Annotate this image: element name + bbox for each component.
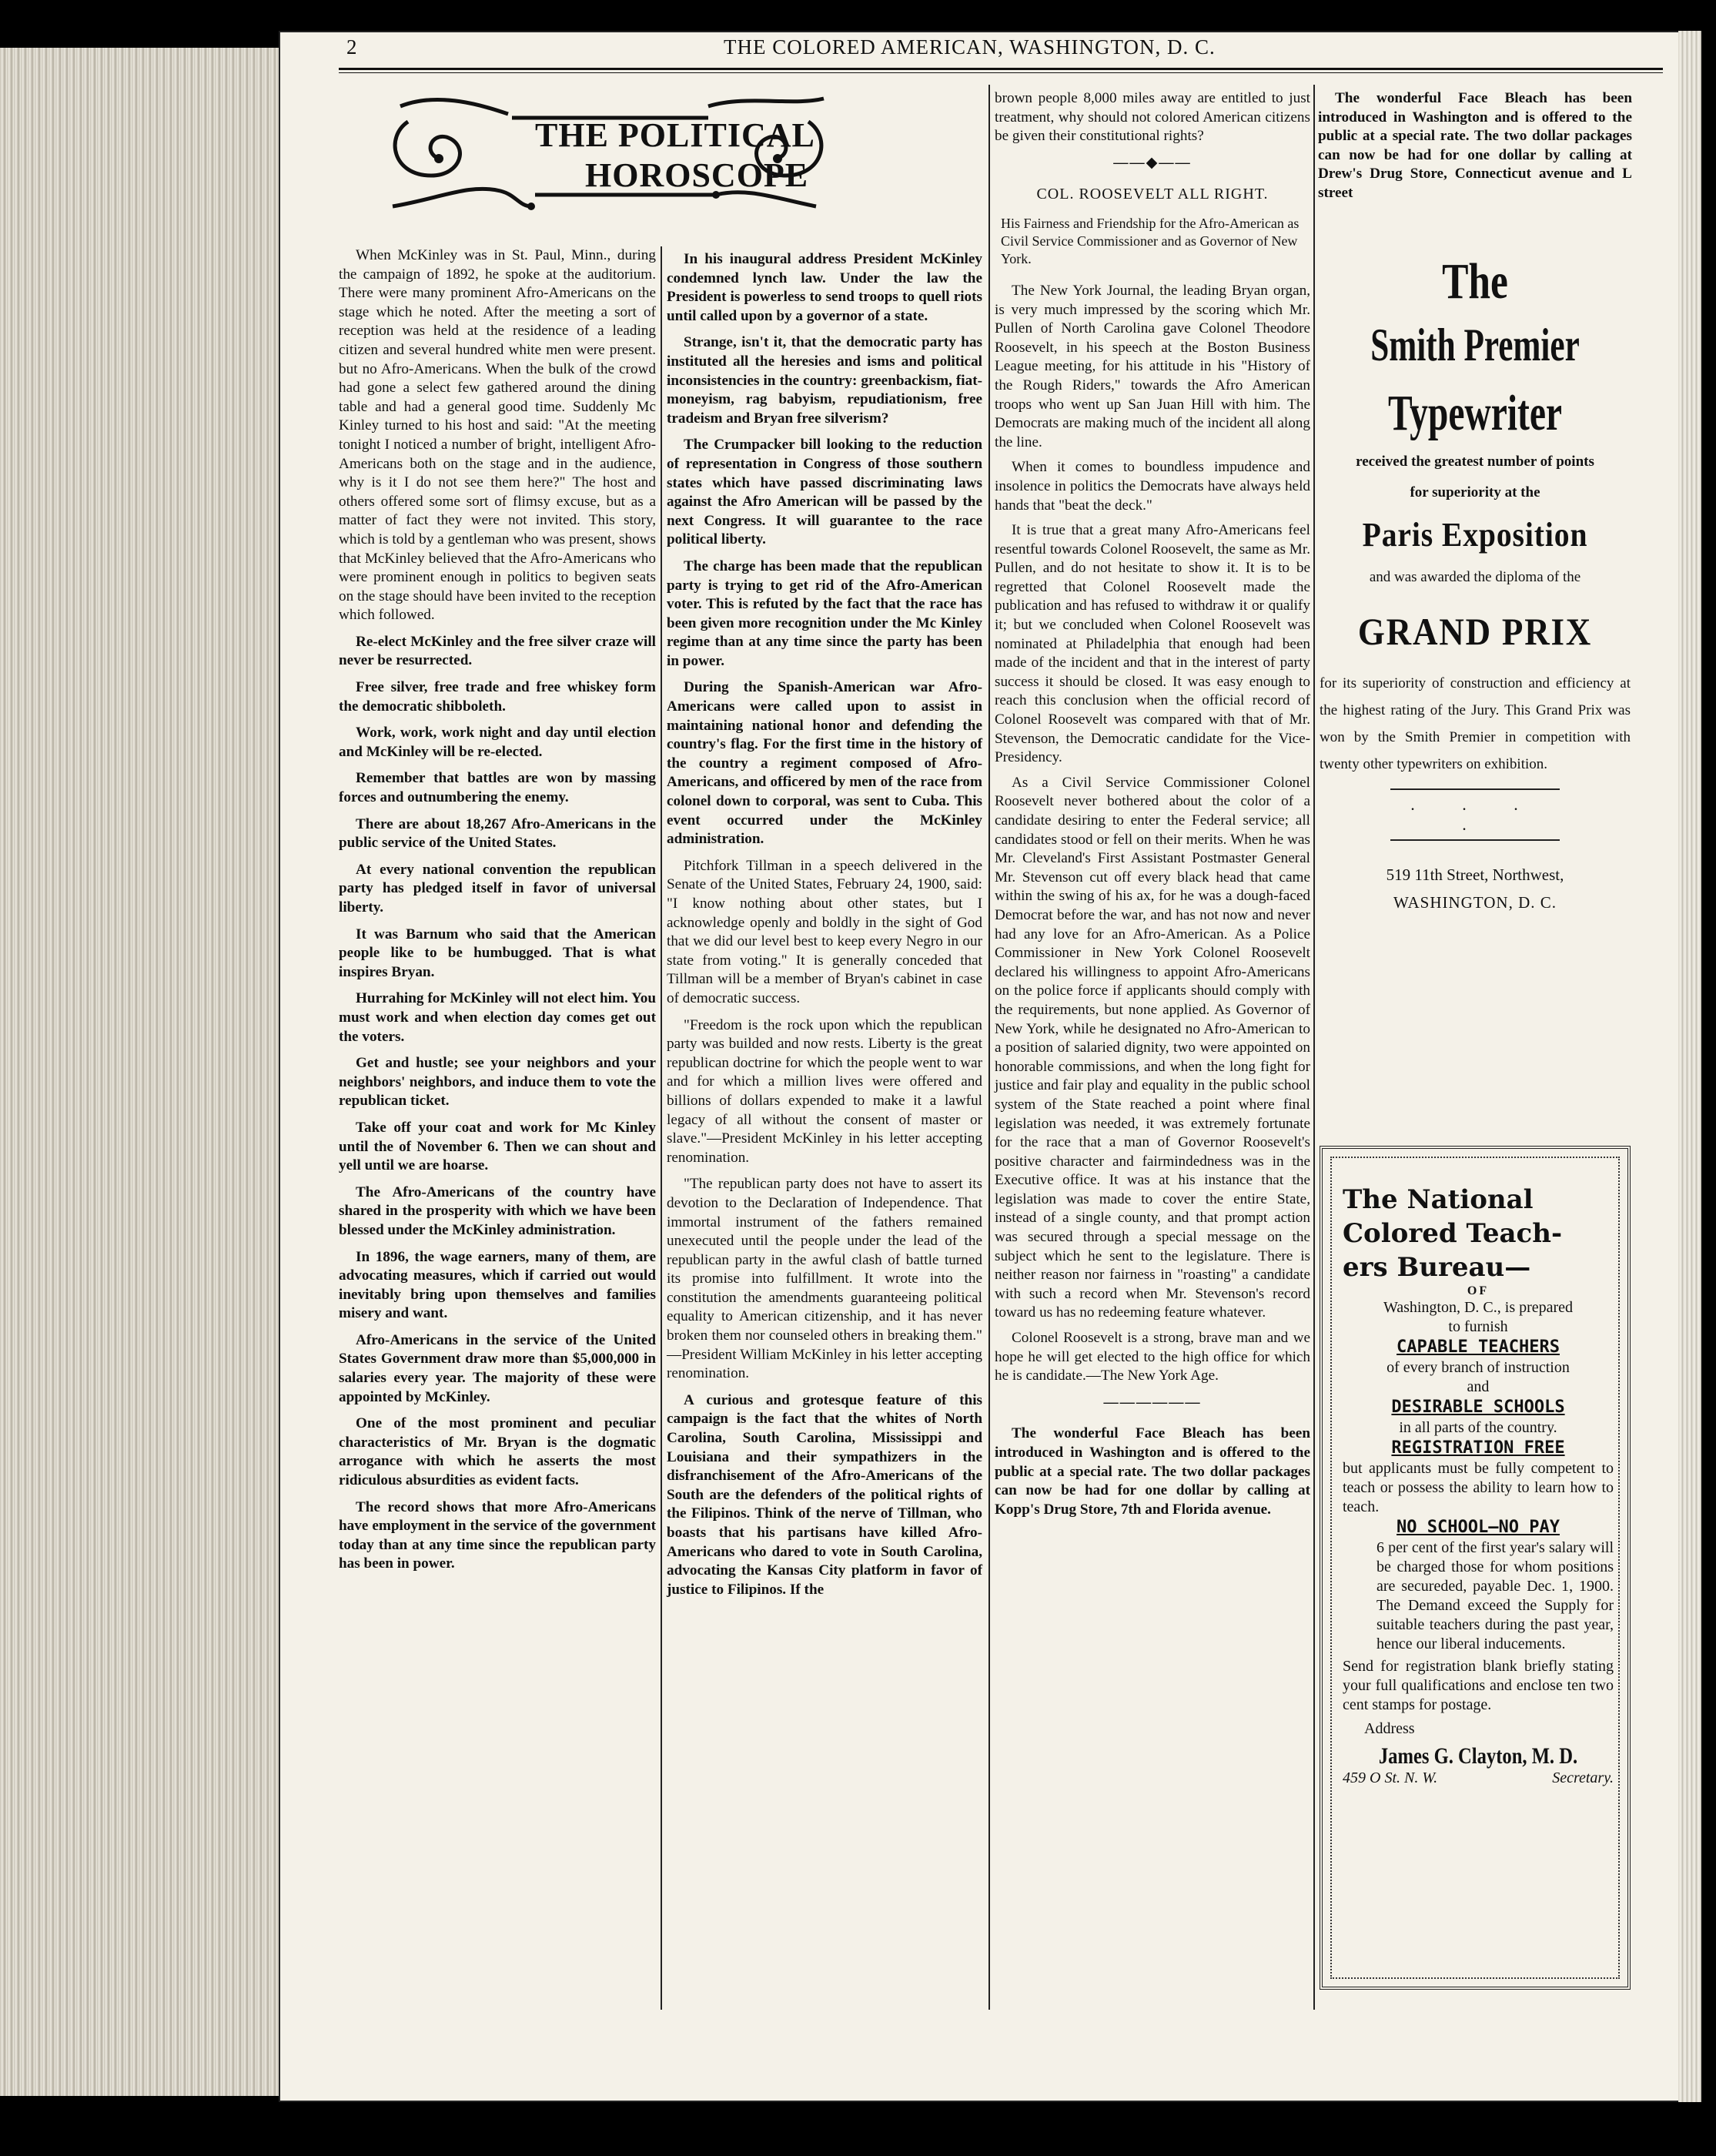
bureau-line: to furnish xyxy=(1448,1318,1508,1335)
face-bleach-ad: The wonderful Face Bleach has been introduced in Washington and is offered to the public at a special rate. The two dollar packages can now be had for one dollar by calling at Drew's Drug Store, Connecticut avenue and L street xyxy=(1318,90,1632,201)
article-paragraph: Hurrahing for McKinley will not elect him. You must work and when election day comes get out the voters. xyxy=(339,990,656,1045)
column-rule xyxy=(661,246,662,2010)
sheet-right-edge xyxy=(1678,31,1701,2102)
bureau-line: in all parts of the country. xyxy=(1399,1419,1557,1436)
article-paragraph: As a Civil Service Commissioner Colonel Roosevelt never bothered about the color of a candidate desiring to enter the Federal service; all candidates stood or fell on their merits. When he was Mr. Cleveland's First Assistant Postmaster General Mr. Stevenson cut off every black head that came within the swing of his ax, for he was a dough-faced Democrat before the war, and has not now and never had any love for an Afro-American. As a Police Commissioner in New York Colonel Roosevelt declared his willingness to appoint Afro-Americans on the police force if applicants should comply with the requirements, but none applied. As Governor of New York, while he designated no Afro-American to a position of salaried dignity, two were appointed on honorable commissions, and when the long fight for justice and fair play and equality in the public school system of the State reached a point where final legislation was needed, it was extremely fortunate for the race that a man of Governor Roosevelt's positive character and fairmindedness was in the Executive office. It was at his instance that the legislation was made to cover the entire State, instead of a single county, and that prompt action was secured through a special message on the subject which he sent to the legislature. There is neither reason nor fairness in "roasting" a candidate with such a record when Mr. Stevenson's record toward us has no redeeming feature whatever. xyxy=(995,774,1310,1321)
typewriter-ad-line: for superiority at the xyxy=(1410,484,1540,500)
column-rule xyxy=(988,85,990,2010)
article-paragraph: Remember that battles are won by massing forces and outnumbering the enemy. xyxy=(339,770,656,806)
bureau-line: of every branch of instruction xyxy=(1387,1359,1570,1376)
typewriter-ad-divider: . . . . xyxy=(1390,788,1560,841)
article-paragraph: During the Spanish-American war Afro-Americans were called upon to assist in maintaining national honor and defending the country's flag. For the first time in the history of the country a regiment composed of Afro-Americans, and officered by men of the race from colonel down to corporal, was sent to Cuba. This event occurred under the McKinley administration. xyxy=(667,679,982,848)
bureau-title-line: Colored Teach- xyxy=(1343,1218,1563,1249)
teachers-bureau-ad-body xyxy=(1343,1183,1614,1787)
article-paragraph: Work, work, work night and day until election and McKinley will be re-elected. xyxy=(339,725,656,760)
article-paragraph: Get and hustle; see your neighbors and your neighbors' neighbors, and induce them to vote the republican ticket. xyxy=(339,1055,656,1110)
bureau-line: Send for registration blank briefly stating your full qualifications and enclose ten two cent stamps for postage. xyxy=(1343,1658,1614,1713)
article-paragraph: The charge has been made that the republican party is trying to get rid of the Afro-American voter. This is refuted by the fact that the race has been given more recognition under the Mc Kinley regime than at any time since the party has been in power. xyxy=(667,557,982,669)
article-paragraph: Re-elect McKinley and the free silver craze will never be resurrected. xyxy=(339,633,656,669)
masthead-title: THE COLORED AMERICAN, WASHINGTON, D. C. xyxy=(724,35,1216,59)
article-paragraph: The Crumpacker bill looking to the reduction of representation in Congress of those southern states which have passed discriminating laws against the Afro American will be passed by the next Congress. It will guarantee to the race political liberty. xyxy=(667,437,982,548)
running-head xyxy=(339,35,1663,63)
section-divider: —————— xyxy=(1103,1394,1202,1411)
bureau-of: OF xyxy=(1467,1284,1490,1297)
article-paragraph: When it comes to boundless impudence and insolence in politics the Democrats have always held hands that "beat the deck." xyxy=(995,459,1310,514)
article-paragraph: Take off your coat and work for Mc Kinley until the of November 6. Then we can shout and yell until we are hoarse. xyxy=(339,1119,656,1174)
article-paragraph: In his inaugural address President McKinley condemned lynch law. Under the law the President is powerless to send troops to quell riots until called upon by a governor of a state. xyxy=(667,251,982,324)
article-paragraph: Pitchfork Tillman in a speech delivered in the Senate of the United States, February 24, 1900, said: "I know nothing about other states, but I acknowledge openly and boldly in the sight of God that we did our level best to keep every Negro in our state from voting." It is generally conceded that Tillman will be a member of Bryan's cabinet in case of democratic success. xyxy=(667,857,982,1006)
article-paragraph: At every national convention the republican party has pledged itself in favor of universal liberty. xyxy=(339,861,656,916)
article-paragraph: In 1896, the wage earners, many of them, are advocating measures, which if carried out would inevitably bring upon themselves and families misery and want. xyxy=(339,1248,656,1322)
section-divider: ——◆—— xyxy=(1113,154,1192,171)
article-paragraph: Strange, isn't it, that the democratic party has instituted all the heresies and isms and political inconsistencies in the country: greenbackism, fiat-moneyism, rag babyism, repudiationism, free tradeism and Bryan free silverism? xyxy=(667,334,982,427)
continuation-paragraph: brown people 8,000 miles away are entitled to just treatment, why should not colored American citizens be given their constitutional rights? xyxy=(995,90,1310,145)
article-deck: His Fairness and Friendship for the Afro-American as Civil Service Commissioner and as Governor of New York. xyxy=(1001,215,1300,266)
header-rule xyxy=(339,68,1663,70)
headline-ornament xyxy=(377,91,839,214)
bureau-desirable-schools: DESIRABLE SCHOOLS xyxy=(1391,1398,1565,1417)
headline-political: THE POLITICAL xyxy=(535,116,815,154)
typewriter-ad-product: Typewriter xyxy=(1387,385,1563,441)
column-rule xyxy=(1313,85,1315,2010)
bureau-title-line: ers Bureau— xyxy=(1343,1252,1531,1283)
header-rule-thin xyxy=(339,72,1663,73)
article-paragraph: It is true that a great many Afro-Americans feel resentful towards Colonel Roosevelt, the same as Mr. Pullen, and do not hesitate to show it. It is to be regretted that Colonel Roosevelt made the publication and has refused to withdraw it or qualify it; but we concluded when Colonel Roosevelt was nominated at Philadelphia that enough had been made of the incident and that in the interest of party success it should be closed. It was easy enough to reach this conclusion when the official record of Colonel Roosevelt was compared with that of Mr. Stevenson, the Democratic candidate for the Vice-Presidency. xyxy=(995,522,1310,766)
article-paragraph: The Afro-Americans of the country have shared in the prosperity with which we have been blessed under the McKinley administration. xyxy=(339,1183,656,1238)
headline-horoscope: HOROSCOPE xyxy=(585,156,809,194)
bureau-contact-address xyxy=(1343,1769,1614,1787)
typewriter-ad-line: received the greatest number of points xyxy=(1356,454,1594,470)
typewriter-ad-address: 519 11th Street, Northwest, xyxy=(1386,865,1564,884)
typewriter-ad-body: for its superiority of construction and efficiency at the highest rating of the Jury. This Grand Prix was won by the Smith Premier in competition with twenty other typewriters on exhibition. xyxy=(1320,675,1631,772)
typewriter-ad xyxy=(1318,254,1632,916)
typewriter-ad-city: WASHINGTON, D. C. xyxy=(1393,893,1557,912)
column-2 xyxy=(667,250,982,1607)
bureau-contact-name: James G. Clayton, M. D. xyxy=(1378,1743,1578,1769)
article-paragraph: "Freedom is the rock upon which the republican party was builded and now rests. Liberty is the great republican doctrine for which the people went to war and for which a million lives were offered and billions of dollars expended to make it a lawful legacy of all without the consent of master or slave."—President McKinley in his letter accepting renomination. xyxy=(667,1016,982,1166)
article-subhead: COL. ROOSEVELT ALL RIGHT. xyxy=(1036,186,1269,203)
bureau-capable-teachers: CAPABLE TEACHERS xyxy=(1397,1337,1560,1357)
article-paragraph: A curious and grotesque feature of this campaign is the fact that the whites of North Carolina, South Carolina, Mississippi and Louisiana and their sympathizers in the disfranchisement of the Afro-Americans of the South are the defenders of the political rights of the Filipinos. Think of the nerve of Tillman, who boasts that his partisans have killed Afro-Americans who dared to vote in South Carolina, advocating the Kansas City platform in favor of justice to Filipinos. If the xyxy=(667,1391,982,1598)
typewriter-ad-the: The xyxy=(1442,253,1508,310)
bureau-role: Secretary. xyxy=(1552,1769,1614,1786)
typewriter-ad-paris: Paris Exposition xyxy=(1362,516,1588,554)
article-paragraph: "The republican party does not have to assert its devotion to the Declaration of Independence. That immortal instrument of the fathers remained unexecuted until the people under the lead of the republican party in the awful clash of battle turned its promise into fulfillment. It wrote into the constitution the amendments guaranteeing political equality to American citizenship, and it has never broken them nor counseled others in breaking them." —President William McKinley in his letter accepting renomination. xyxy=(667,1176,982,1382)
page-number: 2 xyxy=(346,35,358,59)
typewriter-ad-grand-prix: GRAND PRIX xyxy=(1357,610,1593,653)
face-bleach-ad: The wonderful Face Bleach has been introduced in Washington and is offered to the public at a special rate. The two dollar packages can now be had for one dollar by calling at Kopp's Drug Store, 7th and Florida avenue. xyxy=(995,1425,1310,1518)
bureau-line: Washington, D. C., is prepared xyxy=(1383,1299,1574,1316)
bureau-title-line: The National xyxy=(1343,1184,1534,1215)
typewriter-ad-brand: Smith Premier xyxy=(1370,320,1580,370)
article-paragraph: It was Barnum who said that the American people like to be humbugged. That is what inspires Bryan. xyxy=(339,926,656,980)
article-paragraph: Colonel Roosevelt is a strong, brave man and we hope he will get elected to the high office for which he is candidate.—The New York Age. xyxy=(995,1330,1310,1384)
column-3 xyxy=(995,89,1310,1525)
column-1 xyxy=(339,246,656,1582)
article-paragraph: Afro-Americans in the service of the United States Government draw more than $5,000,000 in salaries every year. The majority of these were appointed by McKinley. xyxy=(339,1331,656,1405)
bureau-address-label: Address xyxy=(1364,1720,1415,1737)
article-paragraph: There are about 18,267 Afro-Americans in the public service of the United States. xyxy=(339,815,656,852)
column-4 xyxy=(1318,89,1632,209)
article-paragraph: When McKinley was in St. Paul, Minn., during the campaign of 1892, he spoke at the auditorium. There were many prominent Afro-Americans on the stage which he noted. After the meeting a sort of reception was held at the residence of a leading citizen and several hundred white men were present. but no Afro-Americans. When the bulk of the crowd had gone a select few gathered around the dining table and had a general good time. Suddenly Mc Kinley turned to his host and said: "At the meeting tonight I noticed a number of bright, intelligent Afro-Americans both on the stage and in the audience, why is it I do not see them here?" The host and others offered some sort of flimsy excuse, but as a matter of fact they were not invited. This story, which is told by a gentleman who was present, shows that McKinley believed that the Afro-Americans who were prominent enough in politics to begiven seats on the stage should have been invited to the reception which followed. xyxy=(339,247,656,624)
article-paragraph: Free silver, free trade and free whiskey form the democratic shibboleth. xyxy=(339,679,656,715)
bureau-line: 6 per cent of the first year's salary will be charged those for whom positions are secureded, payable Dec. 1, 1900. The Demand exceed the Supply for suitable teachers during the past year, hence our liberal inducements. xyxy=(1376,1539,1614,1652)
article-paragraph: One of the most prominent and peculiar characteristics of Mr. Bryan is the dogmatic arrogance with which he asserts the most ridiculous absurdities as evident facts. xyxy=(339,1415,656,1489)
article-paragraph: The record shows that more Afro-Americans have employment in the service of the government today than at any time since the republican party has been in power. xyxy=(339,1498,656,1572)
bureau-line: but applicants must be fully competent to teach or possess the ability to learn how to teach. xyxy=(1343,1460,1614,1515)
bureau-line: and xyxy=(1467,1378,1490,1395)
bureau-registration-free: REGISTRATION FREE xyxy=(1391,1438,1565,1458)
teachers-bureau-ad xyxy=(1320,1146,1631,1990)
bureau-street: 459 O St. N. W. xyxy=(1343,1769,1438,1786)
bureau-no-school-no-pay: NO SCHOOL—NO PAY xyxy=(1397,1518,1560,1537)
article-paragraph: The New York Journal, the leading Bryan organ, is very much impressed by the scoring which Mr. Pullen of North Carolina gave Colonel Theodore Roosevelt, in his speech at the Boston Business League meeting, for his attitude in his "History of the Rough Riders," towards the Afro American troops who went up San Juan Hill with him. The Democrats are making much of the incident all along the line. xyxy=(995,282,1310,450)
typewriter-ad-line: and was awarded the diploma of the xyxy=(1369,569,1581,585)
book-page-edges xyxy=(0,48,285,2096)
